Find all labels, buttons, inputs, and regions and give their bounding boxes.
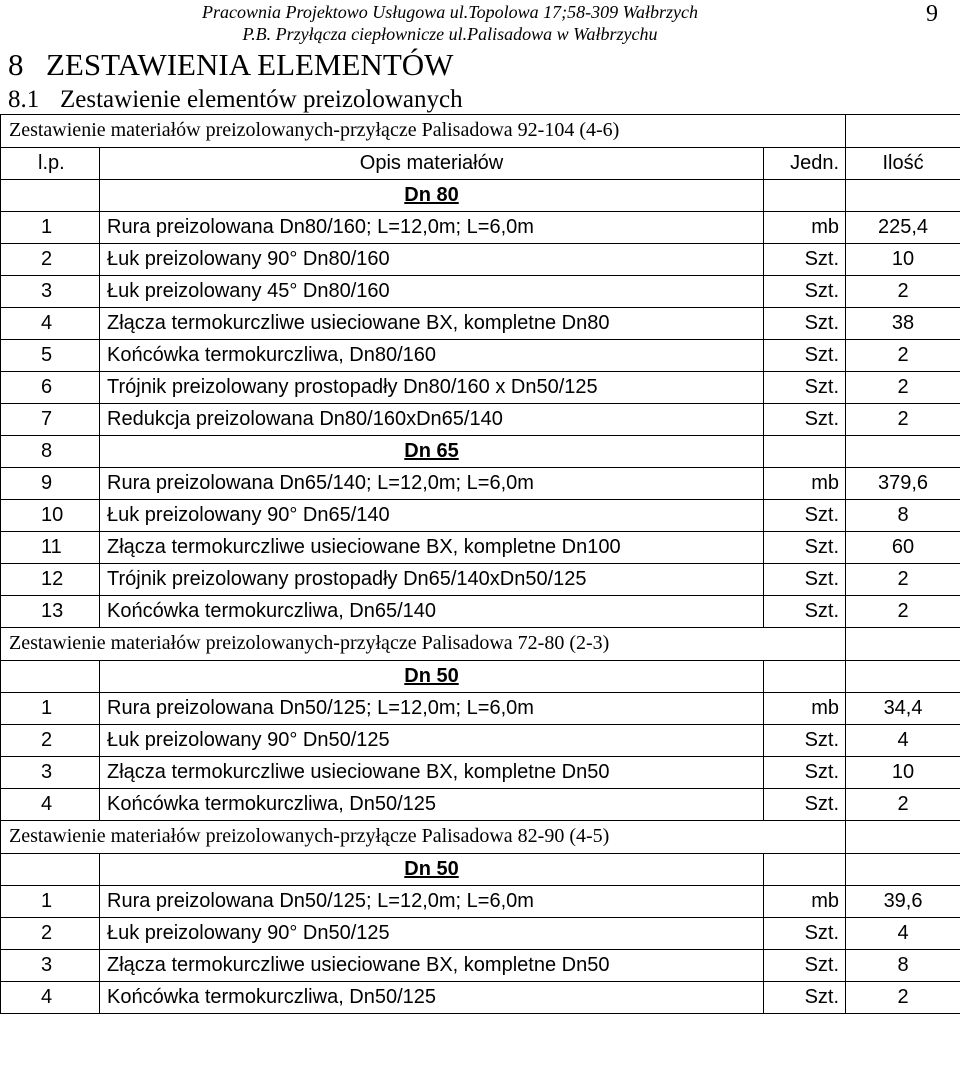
row-lp: 5 <box>1 340 100 372</box>
block-title-spacer <box>846 821 960 854</box>
header-project: P.B. Przyłącza ciepłownicze ul.Palisadowa w Wałbrzychu <box>242 24 658 44</box>
block-title: Zestawienie materiałów preizolowanych-przyłącze Palisadowa 92-104 (4-6) <box>1 115 846 148</box>
table-row <box>1 950 960 982</box>
block-title-row <box>1 628 960 661</box>
row-unit: Szt. <box>764 564 846 596</box>
row-description: Końcówka termokurczliwa, Dn50/125 <box>100 982 764 1014</box>
row-unit: Szt. <box>764 950 846 982</box>
group-heading-row <box>1 854 960 886</box>
table-row <box>1 789 960 821</box>
row-description: Łuk preizolowany 90° Dn50/125 <box>100 918 764 950</box>
row-description: Rura preizolowana Dn80/160; L=12,0m; L=6,0m <box>100 212 764 244</box>
row-lp: 4 <box>1 789 100 821</box>
row-unit: Szt. <box>764 982 846 1014</box>
chapter-title: ZESTAWIENIA ELEMENTÓW <box>46 47 454 82</box>
group-heading: Dn 80 <box>100 180 764 212</box>
table-row <box>1 982 960 1014</box>
block-title-spacer <box>846 115 960 148</box>
row-unit: Szt. <box>764 340 846 372</box>
group-heading: Dn 50 <box>100 661 764 693</box>
row-description: Rura preizolowana Dn65/140; L=12,0m; L=6,0m <box>100 468 764 500</box>
table-row <box>1 276 960 308</box>
group-heading-unit <box>764 854 846 886</box>
table-row <box>1 886 960 918</box>
table-row <box>1 308 960 340</box>
page-number: 9 <box>926 1 938 27</box>
row-quantity: 2 <box>846 404 960 436</box>
group-heading-qty <box>846 436 960 468</box>
row-description: Rura preizolowana Dn50/125; L=12,0m; L=6,0m <box>100 693 764 725</box>
row-description: Złącza termokurczliwe usieciowane BX, kompletne Dn50 <box>100 950 764 982</box>
table-row <box>1 468 960 500</box>
row-description: Trójnik preizolowany prostopadły Dn65/140xDn50/125 <box>100 564 764 596</box>
table-row <box>1 725 960 757</box>
row-unit: Szt. <box>764 596 846 628</box>
row-lp: 1 <box>1 693 100 725</box>
table-row <box>1 404 960 436</box>
row-lp: 3 <box>1 950 100 982</box>
group-heading-row <box>1 661 960 693</box>
chapter-heading <box>8 48 453 82</box>
row-lp: 1 <box>1 212 100 244</box>
column-header-unit: Jedn. <box>764 148 846 180</box>
table-row <box>1 532 960 564</box>
row-lp: 3 <box>1 276 100 308</box>
row-description: Łuk preizolowany 90° Dn50/125 <box>100 725 764 757</box>
materials-table-wrapper <box>0 114 960 1014</box>
header-company: Pracownia Projektowo Usługowa ul.Topolowa 17;58-309 Wałbrzych <box>201 2 698 22</box>
column-header-description: Opis materiałów <box>100 148 764 180</box>
row-lp: 3 <box>1 757 100 789</box>
group-heading-unit <box>764 661 846 693</box>
row-unit: Szt. <box>764 404 846 436</box>
row-description: Złącza termokurczliwe usieciowane BX, kompletne Dn80 <box>100 308 764 340</box>
section-title: Zestawienie elementów preizolowanych <box>60 86 463 113</box>
block-title: Zestawienie materiałów preizolowanych-przyłącze Palisadowa 82-90 (4-5) <box>1 821 846 854</box>
row-quantity: 2 <box>846 564 960 596</box>
row-lp: 2 <box>1 918 100 950</box>
row-description: Złącza termokurczliwe usieciowane BX, kompletne Dn50 <box>100 757 764 789</box>
row-unit: mb <box>764 693 846 725</box>
row-quantity: 2 <box>846 340 960 372</box>
row-unit: Szt. <box>764 276 846 308</box>
section-number: 8.1 <box>8 86 40 113</box>
row-lp: 2 <box>1 244 100 276</box>
table-row <box>1 500 960 532</box>
row-unit: Szt. <box>764 757 846 789</box>
materials-table-body <box>1 115 960 1014</box>
group-heading: Dn 50 <box>100 854 764 886</box>
group-heading-unit <box>764 436 846 468</box>
group-heading: Dn 65 <box>100 436 764 468</box>
row-unit: Szt. <box>764 789 846 821</box>
group-heading-lp <box>1 661 100 693</box>
row-unit: mb <box>764 212 846 244</box>
group-heading-lp <box>1 854 100 886</box>
table-row <box>1 693 960 725</box>
group-heading-lp: 8 <box>1 436 100 468</box>
row-quantity: 4 <box>846 725 960 757</box>
block-title: Zestawienie materiałów preizolowanych-przyłącze Palisadowa 72-80 (2-3) <box>1 628 846 661</box>
table-row <box>1 212 960 244</box>
row-quantity: 4 <box>846 918 960 950</box>
group-heading-row <box>1 436 960 468</box>
row-quantity: 2 <box>846 276 960 308</box>
row-description: Trójnik preizolowany prostopadły Dn80/160 x Dn50/125 <box>100 372 764 404</box>
column-header-quantity: Ilość <box>846 148 960 180</box>
row-unit: Szt. <box>764 500 846 532</box>
row-unit: Szt. <box>764 532 846 564</box>
table-row <box>1 757 960 789</box>
row-lp: 6 <box>1 372 100 404</box>
row-quantity: 379,6 <box>846 468 960 500</box>
row-lp: 12 <box>1 564 100 596</box>
row-description: Łuk preizolowany 45° Dn80/160 <box>100 276 764 308</box>
row-quantity: 39,6 <box>846 886 960 918</box>
row-quantity: 8 <box>846 500 960 532</box>
row-unit: Szt. <box>764 244 846 276</box>
table-row <box>1 564 960 596</box>
table-row <box>1 244 960 276</box>
group-heading-qty <box>846 180 960 212</box>
block-title-spacer <box>846 628 960 661</box>
table-row <box>1 340 960 372</box>
row-quantity: 60 <box>846 532 960 564</box>
table-row <box>1 372 960 404</box>
row-unit: mb <box>764 886 846 918</box>
block-title-row <box>1 115 960 148</box>
row-lp: 2 <box>1 725 100 757</box>
section-heading <box>8 86 463 114</box>
row-description: Rura preizolowana Dn50/125; L=12,0m; L=6,0m <box>100 886 764 918</box>
row-lp: 10 <box>1 500 100 532</box>
row-quantity: 10 <box>846 244 960 276</box>
row-description: Końcówka termokurczliwa, Dn80/160 <box>100 340 764 372</box>
row-unit: Szt. <box>764 372 846 404</box>
row-quantity: 2 <box>846 596 960 628</box>
row-unit: mb <box>764 468 846 500</box>
row-quantity: 2 <box>846 982 960 1014</box>
column-header-lp: l.p. <box>1 148 100 180</box>
group-heading-unit <box>764 180 846 212</box>
row-quantity: 34,4 <box>846 693 960 725</box>
group-heading-qty <box>846 854 960 886</box>
row-lp: 4 <box>1 982 100 1014</box>
materials-table <box>0 114 960 1014</box>
group-heading-row <box>1 180 960 212</box>
group-heading-qty <box>846 661 960 693</box>
row-description: Końcówka termokurczliwa, Dn50/125 <box>100 789 764 821</box>
row-quantity: 8 <box>846 950 960 982</box>
row-lp: 13 <box>1 596 100 628</box>
chapter-number: 8 <box>8 47 24 82</box>
row-description: Końcówka termokurczliwa, Dn65/140 <box>100 596 764 628</box>
row-description: Złącza termokurczliwe usieciowane BX, kompletne Dn100 <box>100 532 764 564</box>
row-description: Łuk preizolowany 90° Dn65/140 <box>100 500 764 532</box>
row-description: Redukcja preizolowana Dn80/160xDn65/140 <box>100 404 764 436</box>
block-title-row <box>1 821 960 854</box>
row-lp: 1 <box>1 886 100 918</box>
row-quantity: 38 <box>846 308 960 340</box>
row-lp: 11 <box>1 532 100 564</box>
row-unit: Szt. <box>764 725 846 757</box>
row-lp: 4 <box>1 308 100 340</box>
row-quantity: 225,4 <box>846 212 960 244</box>
row-lp: 9 <box>1 468 100 500</box>
row-unit: Szt. <box>764 308 846 340</box>
column-header-row <box>1 148 960 180</box>
row-unit: Szt. <box>764 918 846 950</box>
table-row <box>1 918 960 950</box>
row-quantity: 2 <box>846 372 960 404</box>
row-quantity: 10 <box>846 757 960 789</box>
group-heading-lp <box>1 180 100 212</box>
page-header <box>0 0 960 46</box>
row-lp: 7 <box>1 404 100 436</box>
table-row <box>1 596 960 628</box>
row-quantity: 2 <box>846 789 960 821</box>
row-description: Łuk preizolowany 90° Dn80/160 <box>100 244 764 276</box>
